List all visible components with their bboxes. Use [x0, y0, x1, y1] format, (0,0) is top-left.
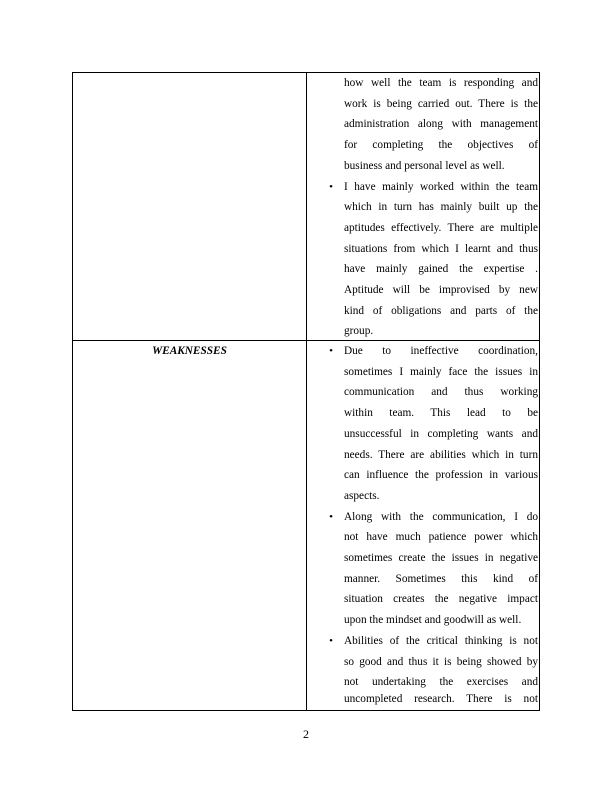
bullet-icon: •	[329, 510, 333, 523]
table-row-1-text: administration along with management	[344, 118, 538, 131]
table-row-2-bullet-text: Due to ineffective coordination,	[344, 345, 538, 357]
weaknesses-heading: WEAKNESSES	[152, 345, 227, 357]
table-row-1-bullet-text: Aptitude will be improvised by new	[344, 284, 538, 296]
table-row-2-bullet-text: communication and thus working	[344, 386, 538, 399]
page-number: 2	[303, 727, 309, 741]
table-row-2-bullet-text: needs. There are abilities which in turn	[344, 448, 538, 461]
table-row-2-bullet-text: so good and thus it is being showed by	[344, 655, 538, 668]
table-row-2-bullet-text: upon the mindset and goodwill as well.	[344, 614, 522, 627]
table-row-2-bullet-text: not have much patience power which	[344, 531, 538, 544]
table-row-2-bullet-text: Along with the communication, I do	[344, 510, 538, 523]
table-row-1-text: for completing the objectives of	[344, 139, 538, 152]
table-row-1-bullet-text: aptitudes effectively. There are multiple	[344, 221, 538, 234]
table-row-2-bullet-text: situation creates the negative impact	[344, 593, 538, 606]
table-row-2-bullet-text: can influence the profession in various	[344, 469, 538, 482]
bullet-icon: •	[329, 634, 333, 647]
table-row-1-bullet-text: kind of obligations and parts of the	[344, 304, 538, 317]
table-row-1-bullet-text: situations from which I learnt and thus	[344, 242, 538, 255]
table-row-1-text: how well the team is responding and	[344, 77, 538, 89]
table-row-2-bullet-text: manner. Sometimes this kind of	[344, 572, 538, 585]
swot-table	[72, 72, 540, 711]
table-row-2-bullet-text: aspects.	[344, 489, 380, 502]
bullet-icon: •	[329, 180, 333, 193]
table-row-2-bullet-text: within team. This lead to be	[344, 407, 538, 420]
table-row-1-bullet-text: have mainly gained the expertise .	[344, 263, 538, 276]
table-row-1-text: work is being carried out. There is the	[344, 97, 538, 110]
table-row-2-bullet-text: uncompleted research. There is not	[344, 692, 538, 705]
table-row-1-bullet-text: group.	[344, 325, 374, 338]
table-row-2-bullet-text: unsuccessful in completing wants and	[344, 427, 538, 440]
table-row-1-bullet-text: which in turn has mainly built up the	[344, 201, 538, 214]
column-divider	[306, 73, 307, 710]
table-row-2-bullet-text: not undertaking the exercises and	[344, 676, 538, 689]
table-row-1-text: business and personal level as well.	[344, 159, 505, 172]
table-row-2-bullet-text: sometimes create the issues in negative	[344, 552, 538, 564]
table-row-2-bullet-text: sometimes I mainly face the issues in	[344, 365, 538, 378]
table-row-2-bullet-text: Abilities of the critical thinking is not	[344, 634, 538, 647]
table-row-1-bullet-text: I have mainly worked within the team	[344, 180, 538, 193]
bullet-icon: •	[329, 345, 333, 357]
